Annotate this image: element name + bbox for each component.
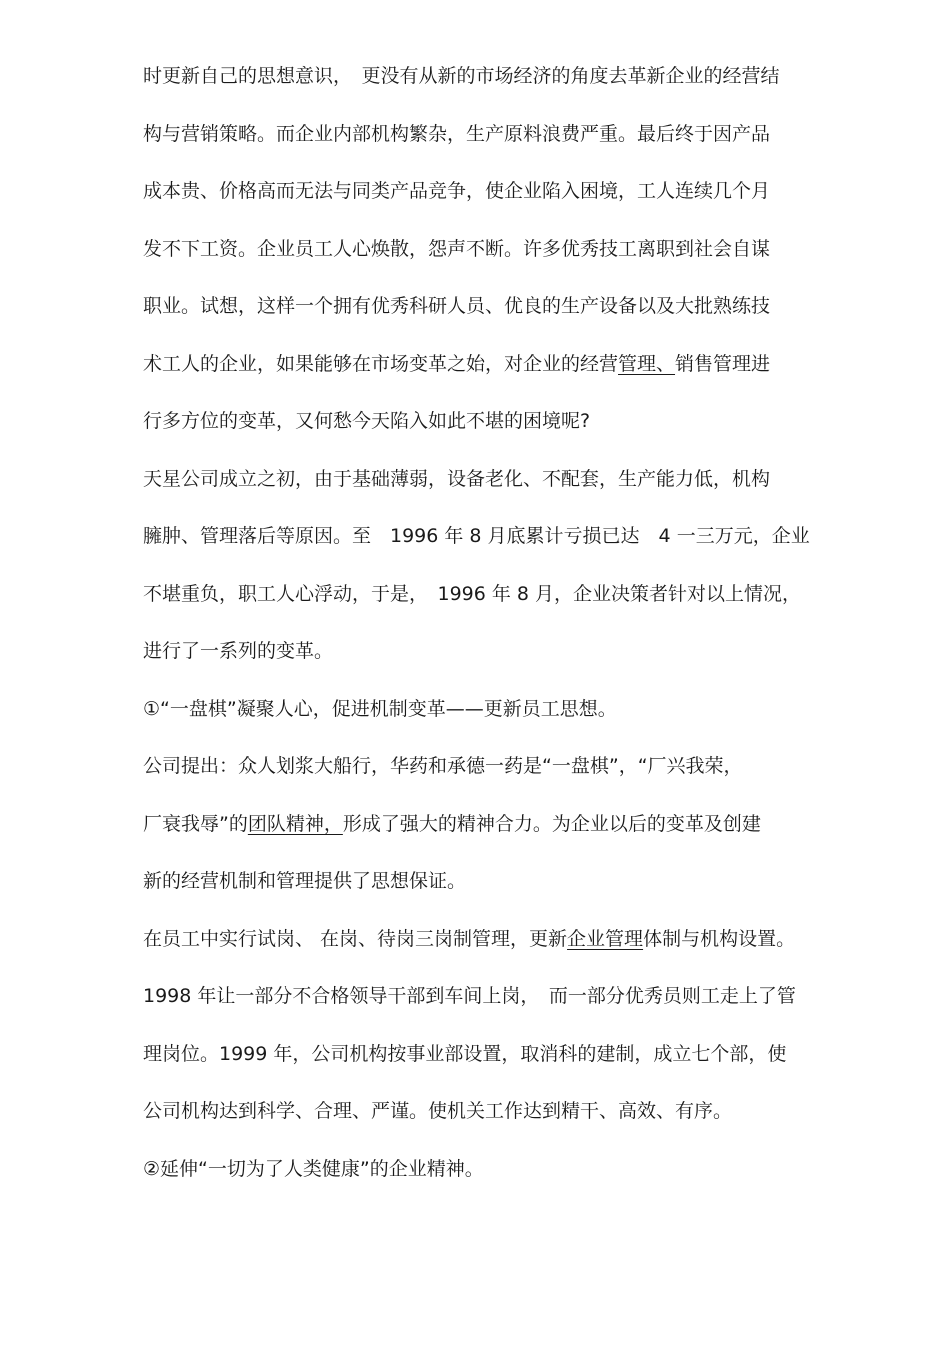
text-segment: 公司提出：众人划浆大船行，华药和承德一药是“一盘棋”，“厂兴我荣， [143,755,743,777]
underlined-text: 企业管理 [567,928,644,950]
text-line [143,294,770,318]
text-segment: 行多方位的变革，又何愁今天陷入如此不堪的困境呢? [143,410,591,432]
text-segment: ②延伸“一切为了人类健康”的企业精神。 [143,1158,484,1180]
text-line [143,122,770,146]
text-line [143,639,333,663]
text-line [143,582,801,606]
underlined-text: 团队精神， [247,813,343,835]
text-segment: 公司机构达到科学、合理、严谨。使机关工作达到精干、高效、有序。 [143,1100,733,1122]
text-segment: 天星公司成立之初，由于基础薄弱，设备老化、不配套，生产能力低，机构 [143,468,771,490]
text-segment: 理岗位。1999 年，公司机构按事业部设置，取消科的建制，成立七个部，使 [143,1043,787,1065]
text-line [143,812,761,836]
text-line [143,409,590,433]
underlined-text: 管理、 [618,353,676,375]
text-segment: 厂衰我辱”的 [143,813,248,835]
text-line [143,1042,786,1066]
text-segment: 术工人的企业，如果能够在市场变革之始，对企业的经营 [143,353,619,375]
text-segment: 发不下工资。企业员工人心焕散，怨声不断。许多优秀技工离职到社会自谋 [143,238,771,260]
text-line [143,984,796,1008]
text-line [143,697,617,721]
text-segment: 1998 年让一部分不合格领导干部到车间上岗， 而一部分优秀员则工走上了管 [143,985,796,1007]
text-line [143,352,770,376]
text-line [143,927,795,951]
text-segment: 进行了一系列的变革。 [143,640,334,662]
text-segment: 不堪重负，职工人心浮动，于是， 1996 年 8 月，企业决策者针对以上情况， [143,583,802,605]
text-line [143,237,770,261]
text-line [143,467,770,491]
text-line [143,179,770,203]
text-segment: 在员工中实行试岗、 在岗、待岗三岗制管理，更新 [143,928,568,950]
text-line [143,869,466,893]
text-line [143,524,810,548]
text-segment: 职业。试想，这样一个拥有优秀科研人员、优良的生产设备以及大批熟练技 [143,295,771,317]
text-line [143,64,780,88]
text-segment: 臃肿、管理落后等原因。至 1996 年 8 月底累计亏损已达 4 一三万元，企业 [143,525,810,547]
text-segment: 成本贵、价格高而无法与同类产品竞争，使企业陷入困境，工人连续几个月 [143,180,771,202]
text-segment: 销售管理进 [675,353,771,375]
text-line [143,1099,732,1123]
text-segment: 新的经营机制和管理提供了思想保证。 [143,870,467,892]
text-line [143,754,743,778]
text-segment: 构与营销策略。而企业内部机构繁杂，生产原料浪费严重。最后终于因产品 [143,123,771,145]
text-line [143,1157,484,1181]
text-segment: ①“一盘棋”凝聚人心，促进机制变革——更新员工思想。 [143,698,617,720]
text-segment: 时更新自己的思想意识， 更没有从新的市场经济的角度去革新企业的经营结 [143,65,780,87]
text-segment: 形成了强大的精神合力。为企业以后的变革及创建 [342,813,761,835]
text-segment: 体制与机构设置。 [643,928,796,950]
